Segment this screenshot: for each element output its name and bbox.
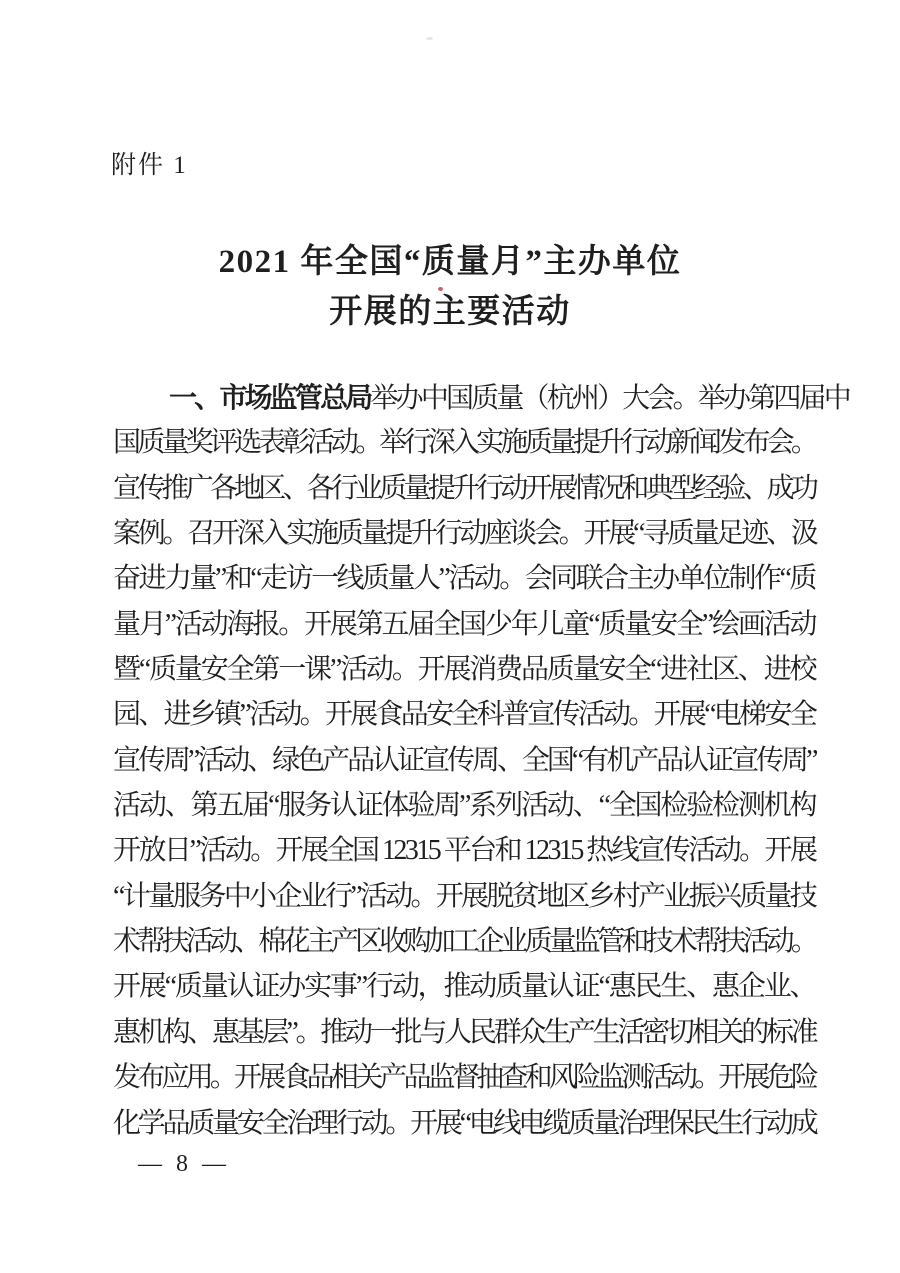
body-line: [113, 375, 849, 420]
body-line: 术帮扶活动、棉花主产区收购加工企业质量监管和技术帮扶活动。: [113, 926, 816, 958]
body-line: “计量服务中小企业行”活动。开展脱贫地区乡村产业振兴质量技: [113, 880, 815, 912]
scan-speck: [426, 37, 433, 40]
body-line: 暨“质量安全第一课”活动。开展消费品质量安全“进社区、进校: [113, 654, 816, 686]
body-line: 园、进乡镇”活动。开展食品安全科普宣传活动。开展“电梯安全: [113, 699, 815, 731]
body-line: 宣传推广各地区、各行业质量提升行动开展情况和典型经验、成功: [113, 472, 816, 504]
body-line: 惠机构、惠基层”。推动一批与人民群众生产生活密切相关的标准: [113, 1016, 816, 1048]
body-line: 案例。召开深入实施质量提升行动座谈会。开展“寻质量足迹、汲: [113, 518, 816, 550]
body-line: 宣传周”活动、绿色产品认证宣传周、全国“有机产品认证宣传周”: [113, 744, 816, 776]
body-line: 量月”活动海报。开展第五届全国少年儿童“质量安全”绘画活动: [113, 608, 816, 640]
body-paragraph: [113, 375, 849, 1146]
body-line: 化学品质量安全治理行动。开展“电线电缆质量治理保民生行动成: [113, 1107, 816, 1139]
body-line: 奋进力量”和“走访一线质量人”活动。会同联合主办单位制作“质: [113, 563, 815, 595]
title-line-2: 开展的主要活动: [329, 294, 571, 330]
body-line: 发布应用。开展食品相关产品监督抽查和风险监测活动。开展危险: [113, 1062, 816, 1094]
body-line: 开放日”活动。开展全国 12315 平台和 12315 热线宣传活动。开展: [113, 835, 816, 867]
body-line: 活动、第五届“服务认证体验周”系列活动、“全国检验检测机构: [113, 790, 816, 822]
document-title: [0, 237, 900, 337]
title-line-1: 2021 年全国“质量月”主办单位: [218, 244, 682, 280]
attachment-label: 附件 1: [111, 152, 188, 179]
paragraph-lead-bold: 一、市场监管总局: [169, 382, 371, 413]
body-line: 国质量奖评选表彰活动。举行深入实施质量提升行动新闻发布会。: [113, 427, 816, 459]
body-line: 开展“质量认证办实事”行动，推动质量认证“惠民生、惠企业、: [113, 971, 816, 1003]
paragraph-lead-rest: 举办中国质量（杭州）大会。举办第四届中: [370, 383, 849, 414]
page-number: — 8 —: [138, 1151, 230, 1177]
